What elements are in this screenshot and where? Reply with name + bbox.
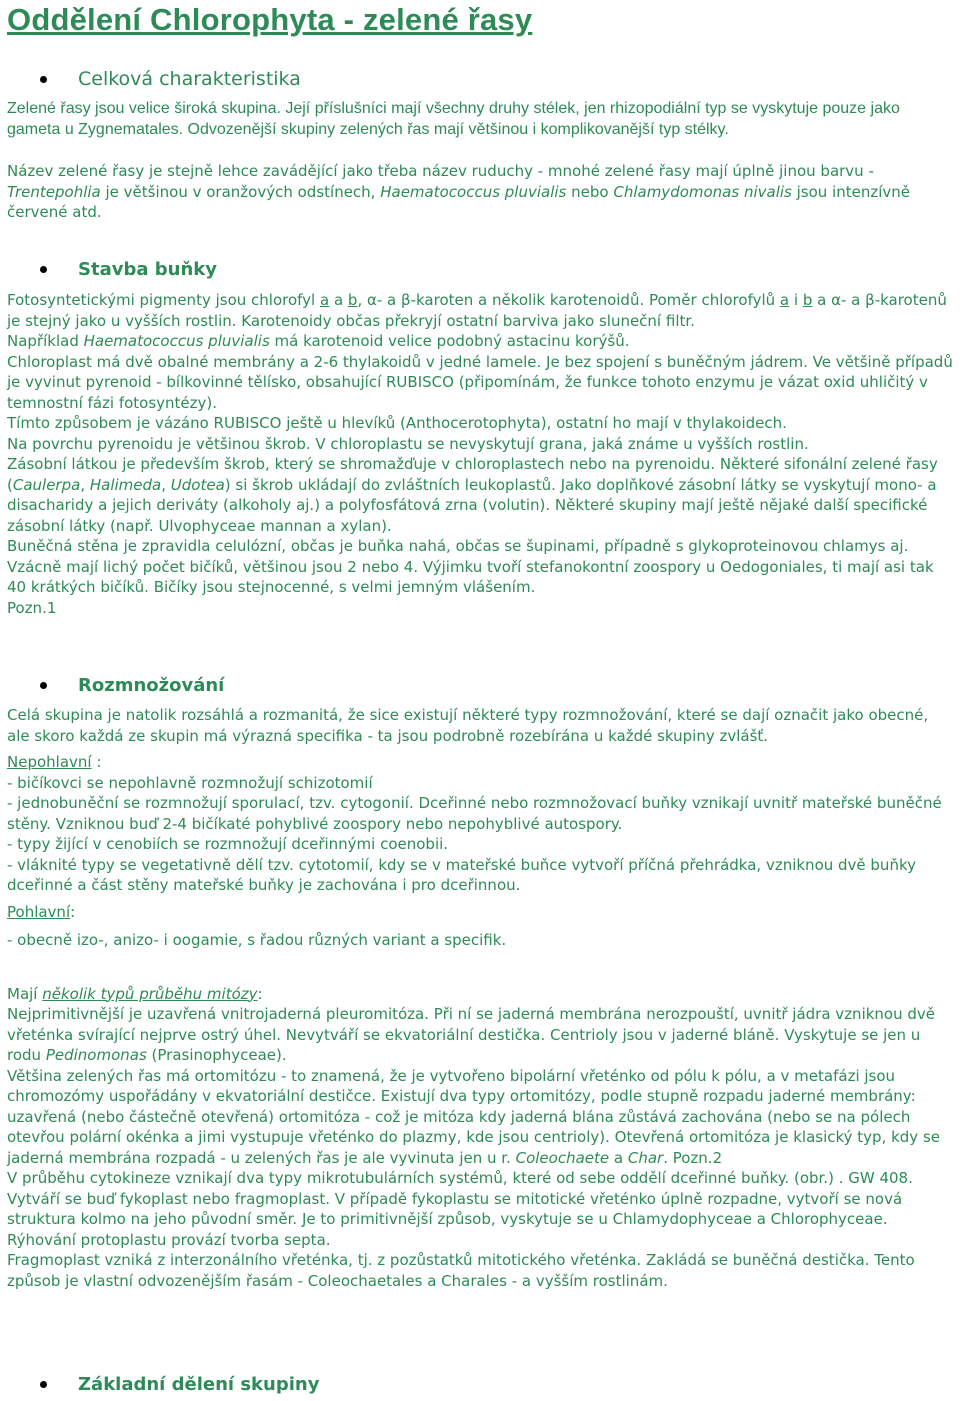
page-title: Oddělení Chlorophyta - zelené řasy [7, 2, 533, 37]
list-item: - typy žijící v cenobiích se rozmnožují dceřinnými coenobii. [7, 835, 449, 853]
mitoza-paragraph-4: Fragmoplast vzniká z interzonálního vřeténka, tj. z pozůstatků mitotického vřeténka. Zakládá se buněčná destička. Tento způsob je vlastní odvozenějším řasám - Coleochaetales a Charales - a vyšším rostlinám. [7, 1251, 915, 1290]
stavba-paragraph-4: Tímto způsobem je vázáno RUBISCO ještě u hlevíků (Anthocerotophyta), ostatní ho mají v thylakoidech. [7, 414, 787, 432]
rozmnozovani-intro: Celá skupina je natolik rozsáhlá a rozmanitá, že sice existují některé typy rozmnožování, které se dají označit jako obecné, ale skoro každá ze skupin má výrazná specifika - ta jsou podrobně rozebírána u každé skupiny zvlášť. [7, 706, 929, 745]
list-item: - jednobuněční se rozmnožují sporulací, tzv. cytogonií. Dceřinné nebo rozmnožovací buňky vznikají uvnitř mateřské buněčné stěny. Vzniknou buď 2-4 bičíkaté pohyblivé zoospory nebo nepohyblivé autospory. [7, 794, 942, 833]
bullet-icon [40, 682, 47, 689]
nepohlavni-heading: Nepohlavní : [7, 753, 102, 771]
section-heading-rozmnozovani: Rozmnožování [7, 675, 224, 696]
list-item: - bičíkovci se nepohlavně rozmnožují schizotomií [7, 773, 373, 792]
pohlavni-heading: Pohlavní: [7, 902, 76, 921]
stavba-paragraph-7: Buněčná stěna je zpravidla celulózní, občas je buňka nahá, občas se šupinami, případně s glykoproteinovou chlamys aj. [7, 537, 909, 555]
section-heading-stavba: Stavba buňky [7, 259, 217, 280]
list-item: - obecně izo-, anizo- i oogamie, s řadou různých variant a specifik. [7, 931, 507, 949]
paragraph-celkova-1: Zelené řasy jsou velice široká skupina. Její příslušníci mají všechny druhy stélek, jen rhizopodiální typ se vyskytuje pouze jako gameta u Zygnematales. Odvozenější skupiny zelených řas mají většinou i komplikovanější typ stélky. [7, 100, 900, 138]
rozmnozovani-body [7, 705, 953, 1291]
mitoza-heading: Mají několik typů průběhu mitózy: [7, 984, 263, 1003]
bullet-icon [40, 266, 47, 273]
stavba-paragraph-5: Na povrchu pyrenoidu je většinou škrob. V chloroplastu se nevyskytují grana, jaká známe u vyšších rostlin. [7, 434, 809, 453]
list-item: - vláknité typy se vegetativně dělí tzv. cytotomií, kdy se v mateřské buňce vytvoří příčná přehrádka, vzniknou dvě buňky dceřinné a část stěny mateřské buňky je zachována i pro dceřinnou. [7, 855, 916, 894]
paragraph-celkova-2: Název zelené řasy je stejně lehce zavádějící jako třeba název ruduchy - mnohé zelené řasy mají úplně jinou barvu - Trentepohlia je většinou v oranžových odstínech, Haematococcus pluvialis nebo Chlamydomonas nivalis jsou intenzívně červené atd. [7, 162, 911, 221]
section-heading-zakladni: Základní dělení skupiny [7, 1374, 319, 1395]
mitoza-paragraph-2: Většina zelených řas má ortomitózu - to znamená, že je vytvořeno bipolární vřeténko od pólu k pólu, a v metafázi jsou chromozómy uspořádány v ekvatoriální destičce. Existují dva typy ortomitózy, podle stupně rozpadu jaderné membrány: uzavřená (nebo částečně otevřená) ortomitóza - což je mitóza kdy jaderná blána zůstává zachována (nebo se na pólech otevřou polární okénka a jimi vystupuje vřeténko do plazmy, kde jsou centrioly). Otevřená ortomitóza je klasický typ, kdy se jaderná membrána rozpadá - u zelených řas je ale vyvinuta jen u r. Coleochaete a Char. Pozn.2 [7, 1066, 940, 1167]
stavba-body [7, 290, 953, 618]
bullet-icon [40, 76, 47, 83]
stavba-note-link[interactable]: Pozn.1 [7, 598, 57, 617]
mitoza-paragraph-1: Nejprimitivnější je uzavřená vnitrojaderná pleuromitóza. Při ní se jaderná membrána nerozpouští, uvnitř jádra vzniknou dvě vřeténka svírající nejprve ostrý úhel. Nevytváří se ekvatoriální destička. Centrioly jsou v jaderné bláně. Vyskytuje se jen u rodu Pedinomonas (Prasinophyceae). [7, 1005, 936, 1064]
mitoza-paragraph-3: V průběhu cytokineze vznikají dva typy mikrotubulárních systémů, které od sebe oddělí dceřinné buňky. (obr.) . GW 408. Vytváří se buď fykoplast nebo fragmoplast. V případě fykoplastu se mitotické vřeténko úplně rozpadne, vytvoří se nová struktura kolmo na jeho původní směr. Je to primitivnější způsob, vyskytuje se u Chlamydophyceae a Chlorophyceae. Rýhování protoplastu provází tvorba septa. [7, 1169, 913, 1249]
bullet-icon [40, 1381, 47, 1388]
stavba-paragraph-3: Chloroplast má dvě obalné membrány a 2-6 thylakoidů v jedné lamele. Je bez spojení s buněčným jádrem. Ve většině případů je vyvinut pyrenoid - bílkovinné tělísko, obsahující RUBISCO (připomínám, že funkce tohoto enzymu je vázat oxid uhličitý v temnostní fázi fotosyntézy). [7, 352, 953, 412]
stavba-paragraph-8: Vzácně mají lichý počet bičíků, většinou jsou 2 nebo 4. Výjimku tvoří stefanokontní zoospory u Oedogoniales, ti mají asi tak 40 krátkých bičíků. Bičíky jsou stejnocenné, s velmi jemným vlášením. [7, 557, 934, 596]
stavba-paragraph-6: Zásobní látkou je především škrob, který se shromažďuje v chloroplastech nebo na pyrenoidu. Některé sifonální zelené řasy (Caulerpa, Halimeda, Udotea) si škrob ukládají do zvláštních leukoplastů. Jako doplňkové zásobní látky se vyskytují mono- a disacharidy a jejich deriváty (alkoholy aj.) a polyfosfátová zrna (volutin). Některé skupiny mají ještě nějaké další specifické zásobní látky (např. Ulvophyceae mannan a xylan). [7, 455, 938, 535]
stavba-paragraph-2: Například Haematococcus pluvialis má karotenoid velice podobný astacinu korýšů. [7, 332, 630, 350]
section-heading-celkova: Celková charakteristika [7, 68, 301, 90]
stavba-paragraph-1: Fotosyntetickými pigmenty jsou chlorofyl a a b, α- a β-karoten a několik karotenoidů. Poměr chlorofylů a i b a α- a β-karotenů je stejný jako u vyšších rostlin. Karotenoidy občas překryjí ostatní barviva jako sluneční filtr. [7, 291, 947, 330]
